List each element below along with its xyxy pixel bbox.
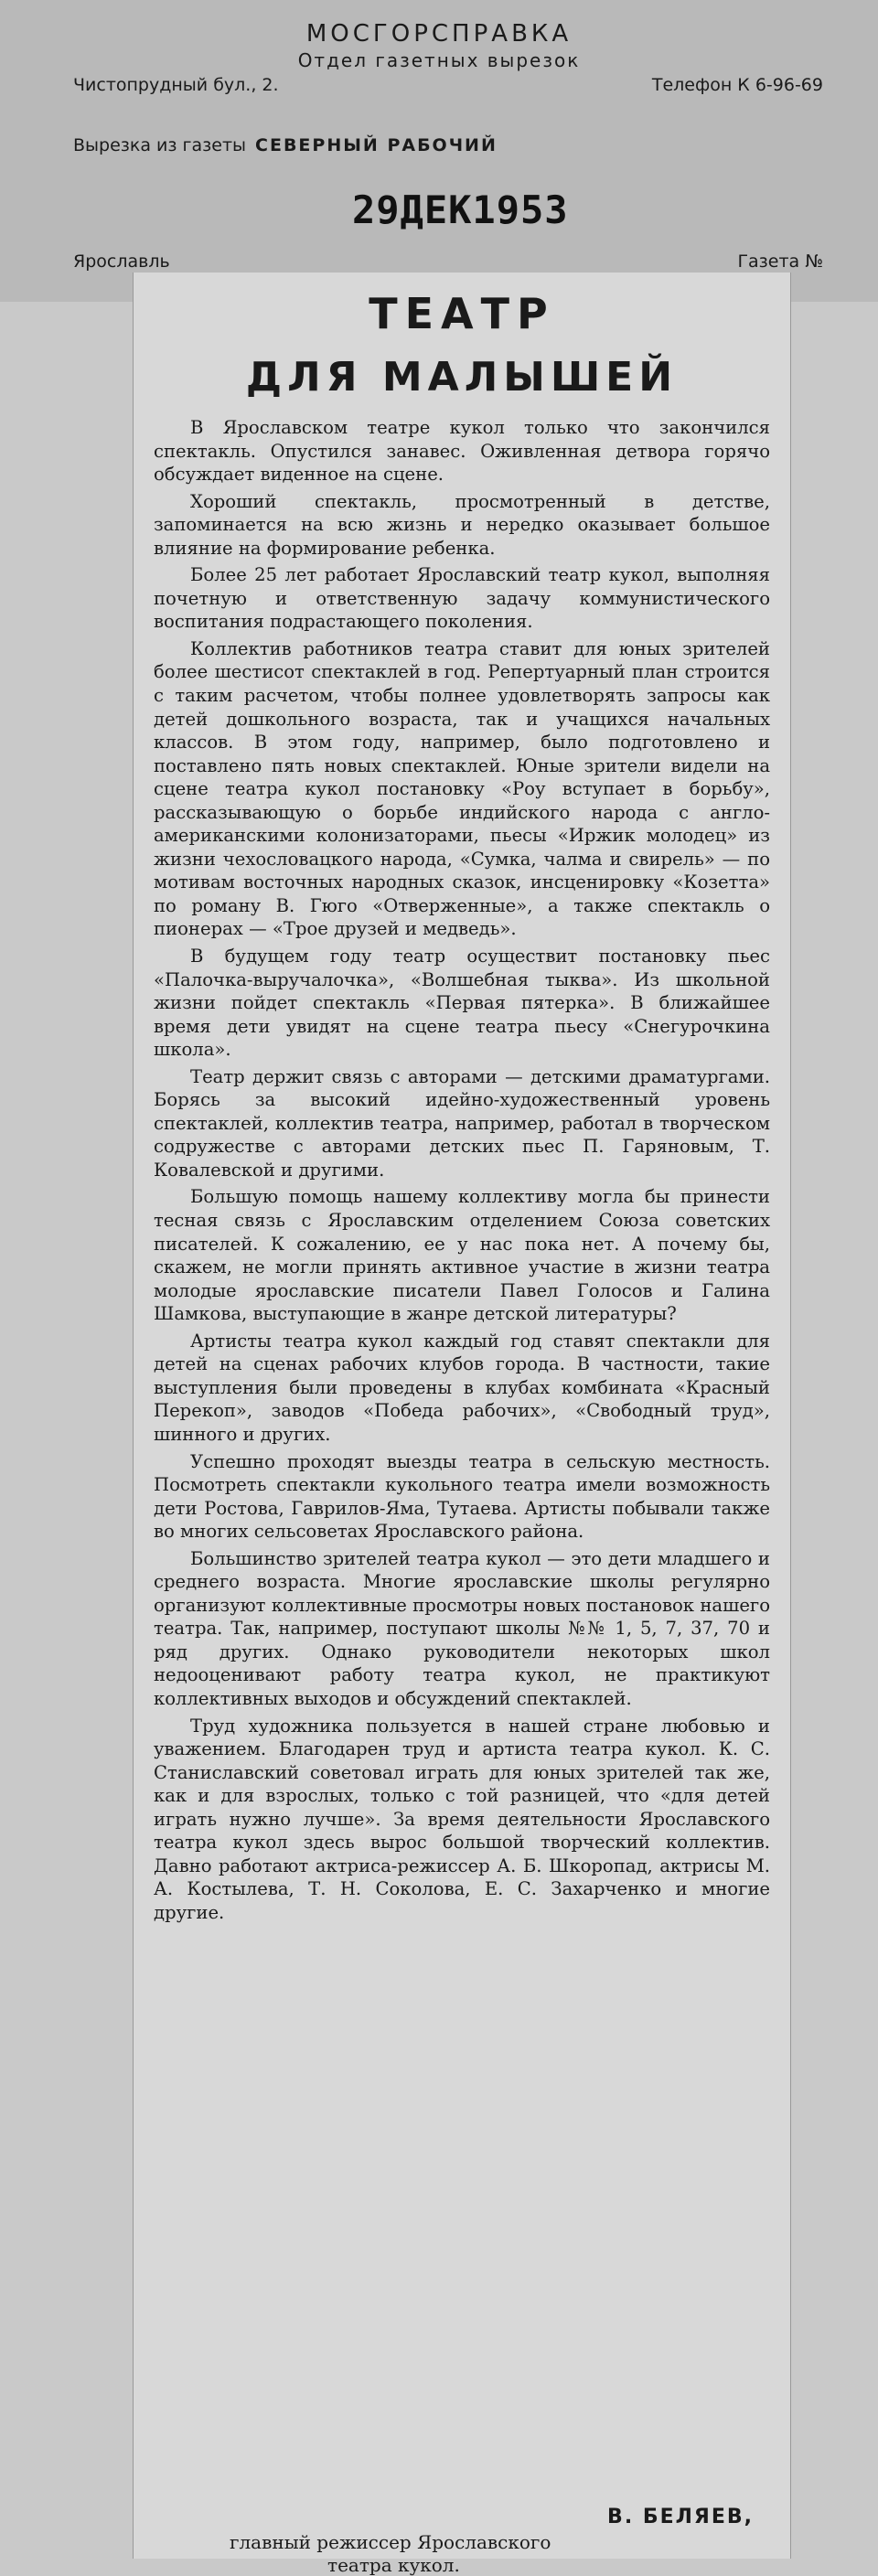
article-paragraph: Более 25 лет работает Ярославский театр кукол, выполняя почетную и ответственную задачу коммунистического воспитания подрастающего поколения. — [154, 564, 770, 633]
article-title-line1: ТЕАТР — [369, 289, 555, 338]
article-paragraph: Артисты театра кукол каждый год ставят спектакли для детей на сценах рабочих клубов города. В частности, такие выступления были проведены в клубах комбината «Красный Перекоп», заводов «Победа рабочих», «Свободный труд», шинного и других. — [154, 1330, 770, 1445]
city-row — [73, 251, 823, 272]
department-name: Отдел газетных вырезок — [297, 49, 581, 71]
clipping-prefix: Вырезка из газеты — [73, 135, 247, 155]
clipping-source-row — [73, 135, 823, 155]
newspaper-name: СЕВЕРНЫЙ РАБОЧИЙ — [255, 135, 498, 155]
clipping-service-slip — [0, 0, 878, 302]
article-paragraph: Труд художника пользуется в нашей стране любовью и уважением. Благодарен труд и артиста театра кукол. К. С. Станиславский советовал играть для юных зрителей так же, как и для взрослых, только с той разницей, что «для детей играть нужно лучше». За время деятельности Ярославского театра кукол здесь вырос большой творческий коллектив. Давно работают актриса-режиссер А. Б. Шкоропад, актрисы М. А. Костылева, Т. Н. Соколова, Е. С. Захарченко и многие другие. — [154, 1715, 770, 1923]
article-paragraph: Большинство зрителей театра кукол — это дети младшего и среднего возраста. Многие ярославские школы регулярно организуют коллективные просмотры новых постановок нашего театра. Так, например, поступают школы №№ 1, 5, 7, 37, 70 и ряд других. Однако руководители некоторых школ недооценивают работу театра кукол, не практикуют коллективных выходов и обсуждений спектаклей. — [154, 1547, 770, 1709]
address-row — [73, 75, 823, 95]
author-signature: В. БЕЛЯЕВ, — [607, 2506, 754, 2528]
article-paragraph: Хороший спектакль, просмотренный в детстве, запоминается на всю жизнь и нередко оказывает большое влияние на формирование ребенка. — [154, 490, 770, 559]
article-paragraph: В Ярославском театре кукол только что закончился спектакль. Опустился занавес. Оживленная детвора горячо обсуждает виденное на сцене. — [154, 416, 770, 486]
article-title-line2: ДЛЯ МАЛЫШЕЙ — [245, 353, 679, 401]
article-body — [154, 416, 770, 1924]
city: Ярославль — [73, 251, 170, 272]
address: Чистопрудный бул., 2. — [73, 75, 279, 95]
service-name: МОСГОРСПРАВКА — [305, 20, 573, 48]
article-paragraph: Театр держит связь с авторами — детскими драматургами. Борясь за высокий идейно-художественный уровень спектаклей, коллектив театра, например, работал в творческом содружестве с авторами детских пьес П. Гаряновым, Т. Ковалевской и другими. — [154, 1065, 770, 1181]
newspaper-clipping — [133, 273, 791, 2576]
author-position-line2: театра кукол. — [327, 2554, 460, 2576]
phone: Телефон К 6-96-69 — [651, 75, 823, 95]
article-paragraph: В будущем году театр осуществит постановку пьес «Палочка-выручалочка», «Волшебная тыква». Из школьной жизни пойдет спектакль «Первая пятерка». В ближайшее время дети увидят на сцене театра пьесу «Снегурочкина школа». — [154, 946, 770, 1061]
article-paragraph: Успешно проходят выезды театра в сельскую местность. Посмотреть спектакли кукольного театра имели возможность дети Ростова, Гаврилов-Яма, Тутаева. Артисты побывали также во многих сельсоветах Ярославского района. — [154, 1450, 770, 1543]
gazette-label: Газета № — [737, 251, 823, 272]
article-paragraph: Коллектив работников театра ставит для юных зрителей более шестисот спектаклей в год. Репертуарный план строится с таким расчетом, чтобы полнее удовлетворять запросы как детей дошкольного возраста, так и учащихся начальных классов. В этом году, например, было подготовлено и поставлено пять новых спектаклей. Юные зрители видели на сцене театра кукол постановку «Роу вступает в борьбу», рассказывающую о борьбе индийского народа с англо-американскими колонизаторами, пьесы «Иржик молодец» из жизни чехословацкого народа, «Сумка, чалма и свирель» — по мотивам восточных народных сказок, инсценировку «Козетта» по роману В. Гюго «Отверженные», а также спектакль о пионерах — «Трое друзей и медведь». — [154, 637, 770, 940]
author-position-line1: главный режиссер Ярославского — [230, 2531, 551, 2553]
article-paragraph: Большую помощь нашему коллективу могла бы принести тесная связь с Ярославским отделением Союза советских писателей. К сожалению, ее у нас пока нет. А почему бы, скажем, не могли принять активное участие в жизни театра молодые ярославские писатели Павел Голосов и Галина Шамкова, выступающие в жанре детской литературы? — [154, 1186, 770, 1325]
date-stamp: 29ДЕК1953 — [352, 187, 569, 232]
